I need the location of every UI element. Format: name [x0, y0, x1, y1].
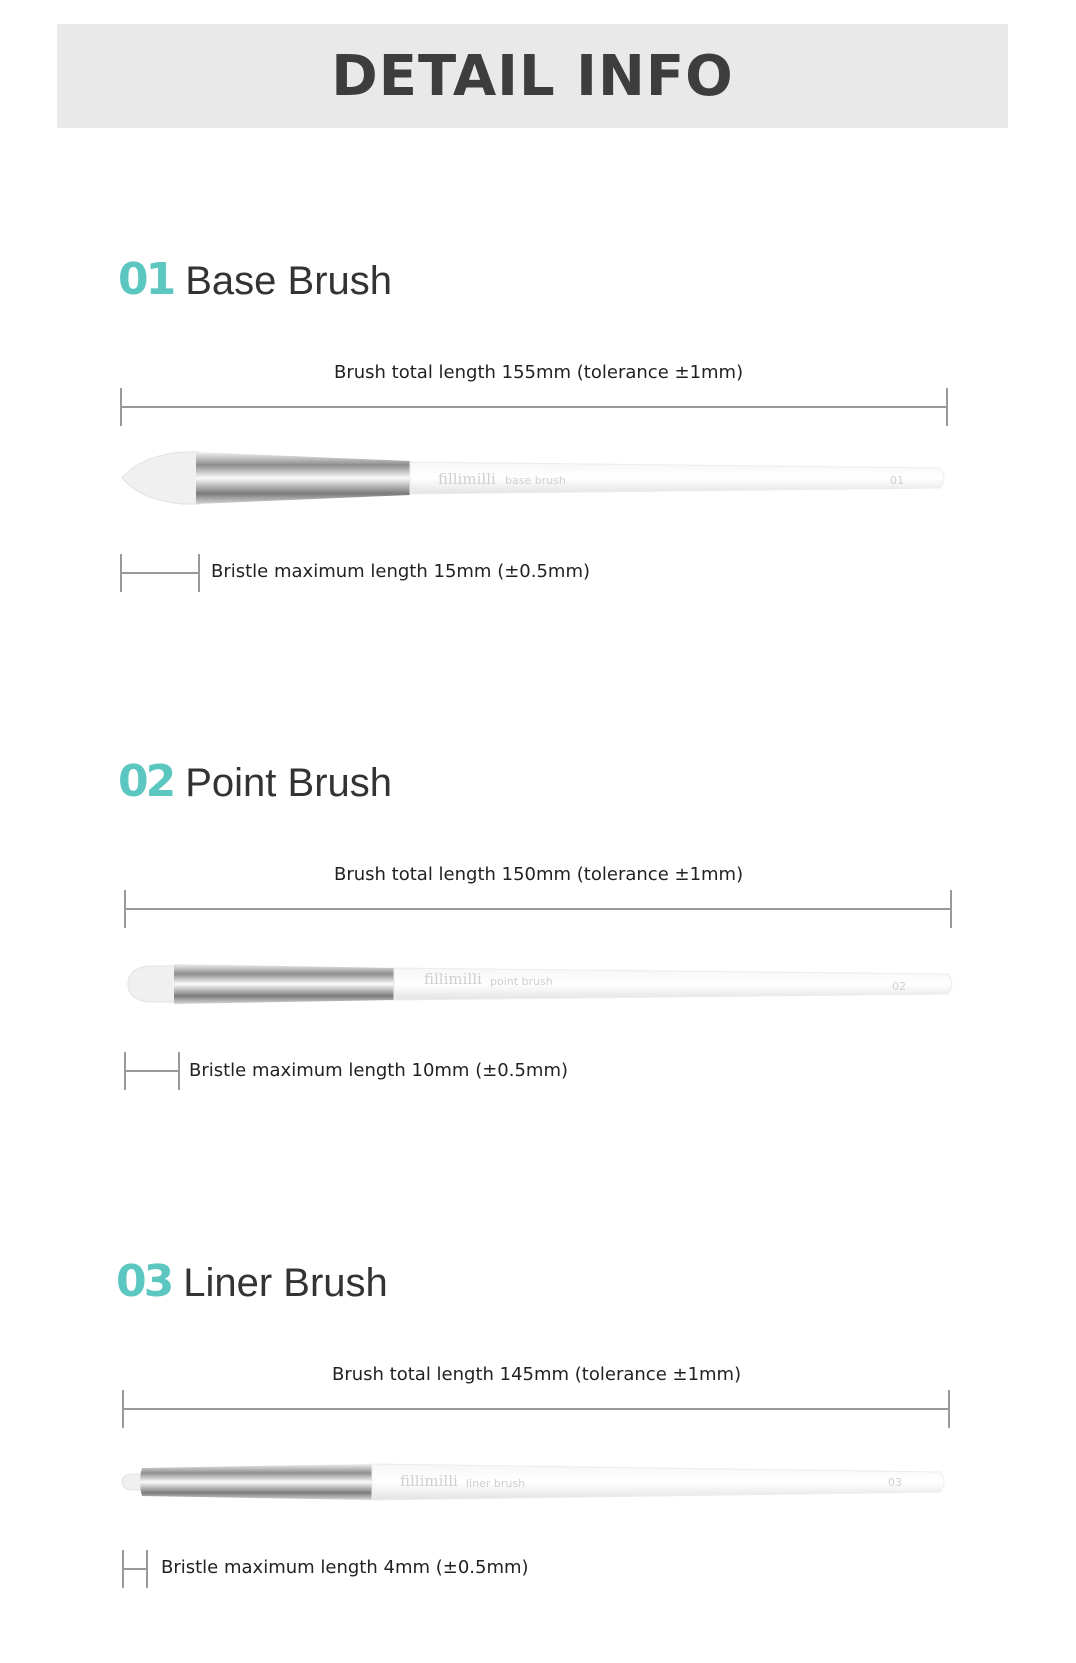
base-brush-image [120, 448, 950, 508]
brand-engraving: fillimilli [424, 970, 482, 988]
bristle-length-label: Bristle maximum length 15mm (±0.5mm) [211, 561, 591, 582]
section-title-base-brush [118, 254, 392, 305]
total-length-dimension-line [124, 890, 952, 928]
section-number: 02 [118, 756, 174, 807]
section-name: Base Brush [185, 259, 393, 303]
section-title-point-brush [118, 756, 392, 807]
code-engraving: 01 [890, 474, 904, 487]
model-engraving: base brush [505, 474, 566, 487]
bristle-length-label: Bristle maximum length 4mm (±0.5mm) [161, 1557, 529, 1578]
total-length-label: Brush total length 155mm (tolerance ±1mm) [334, 362, 744, 383]
model-engraving: liner brush [466, 1477, 526, 1490]
total-length-label: Brush total length 145mm (tolerance ±1mm) [332, 1364, 742, 1385]
section-number: 01 [118, 254, 174, 305]
brand-engraving: fillimilli [400, 1472, 458, 1490]
liner-brush-image [120, 1452, 950, 1512]
section-name: Point Brush [185, 761, 393, 805]
model-engraving: point brush [490, 975, 553, 988]
bristle-length-dimension-line [120, 554, 200, 592]
bristle-length-dimension-line [122, 1550, 148, 1588]
bristle-length-dimension-line [124, 1052, 180, 1090]
total-length-dimension-line [122, 1390, 950, 1428]
point-brush-image [124, 954, 954, 1014]
code-engraving: 02 [892, 980, 906, 993]
section-title-liner-brush [116, 1256, 388, 1307]
section-name: Liner Brush [183, 1261, 388, 1305]
brand-engraving: fillimilli [438, 470, 496, 488]
total-length-dimension-line [120, 388, 948, 426]
total-length-label: Brush total length 150mm (tolerance ±1mm) [334, 864, 744, 885]
page-title: DETAIL INFO [331, 43, 734, 109]
bristle-length-label: Bristle maximum length 10mm (±0.5mm) [189, 1060, 569, 1081]
section-number: 03 [116, 1256, 172, 1307]
header-banner [57, 24, 1008, 128]
code-engraving: 03 [888, 1476, 902, 1489]
